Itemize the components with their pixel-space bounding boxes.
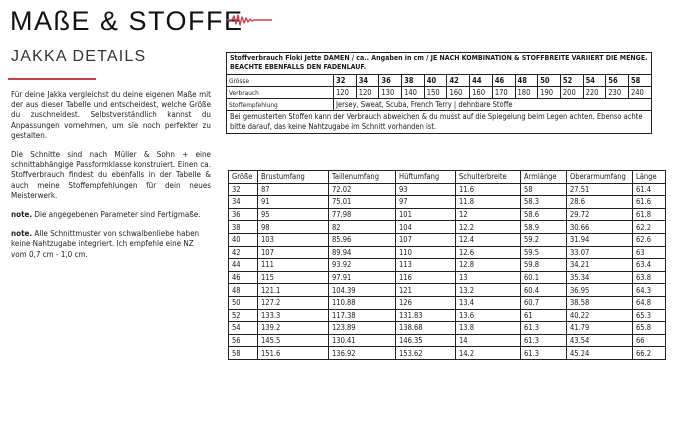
consumption-cell: 170 [492, 87, 515, 99]
table-row [229, 334, 666, 347]
column-header: Oberarmumfang [567, 171, 633, 184]
table-cell: 63.8 [633, 271, 666, 284]
table-cell: 36.95 [567, 284, 633, 297]
table-cell: 101 [396, 208, 456, 221]
consumption-cell: 230 [606, 87, 629, 99]
table-cell: 59.2 [521, 233, 567, 246]
table-cell: 13.8 [456, 322, 521, 335]
table-cell: 115 [258, 271, 329, 284]
table-cell: 58.3 [521, 196, 567, 209]
table-cell: 27.51 [567, 183, 633, 196]
table-cell: 104.39 [329, 284, 396, 297]
size-cell: 42 [447, 75, 470, 87]
table-cell: 103 [258, 233, 329, 246]
table-row [229, 246, 666, 259]
table-cell: 13.6 [456, 309, 521, 322]
table-cell: 32 [229, 183, 258, 196]
table-cell: 12.4 [456, 233, 521, 246]
fabric-recommendation: Jersey, Sweat, Scuba, French Terry | dehnbare Stoffe [334, 99, 652, 111]
table-cell: 40 [229, 233, 258, 246]
table-cell: 138.68 [396, 322, 456, 335]
table-cell: 107 [258, 246, 329, 259]
size-cell: 52 [560, 75, 583, 87]
table-cell: 63 [633, 246, 666, 259]
table-cell: 61.3 [521, 347, 567, 360]
table-cell: 89.94 [329, 246, 396, 259]
table-cell: 130.41 [329, 334, 396, 347]
size-cell: 36 [379, 75, 402, 87]
table-cell: 54 [229, 322, 258, 335]
table-cell: 62.2 [633, 221, 666, 234]
consumption-cell: 240 [628, 87, 651, 99]
table-cell: 62.6 [633, 233, 666, 246]
size-cell: 46 [492, 75, 515, 87]
table-cell: 145.5 [258, 334, 329, 347]
size-cell: 38 [402, 75, 425, 87]
column-header: Hüftumfang [396, 171, 456, 184]
table-cell: 30.66 [567, 221, 633, 234]
table-cell: 64.8 [633, 296, 666, 309]
construction-paragraph: Die Schnitte sind nach Müller & Sohn + eine schnittabhängige Passformklasse konstruiert. Einen ca. Stoffverbrauch findest du ebenfalls in der Tabelle & auch meine Stoffempfehlungen für dein neues Meisterwerk. [11, 150, 211, 200]
table-cell: 33.07 [567, 246, 633, 259]
table-cell: 95 [258, 208, 329, 221]
table-cell: 146.35 [396, 334, 456, 347]
consumption-cell: 120 [334, 87, 357, 99]
table-cell: 59.5 [521, 246, 567, 259]
recommendation-row-label: Stoffempfehlung [227, 99, 334, 111]
table-cell: 131.83 [396, 309, 456, 322]
table-cell: 12.6 [456, 246, 521, 259]
intro-paragraph: Für deine Jakka vergleichst du deine eigenen Maße mit der aus dieser Tabelle und entscheidest, welche Größe du zuschneidest. Selbstverständlich kannst du Anpassungen vornehmen, um sie noch perfekter zu gestalten. [11, 90, 211, 140]
size-cell: 34 [356, 75, 379, 87]
table-header-row [229, 171, 666, 184]
consumption-row-label: Verbrauch [227, 87, 334, 99]
table-cell: 63.4 [633, 259, 666, 272]
column-header: Taillenumfang [329, 171, 396, 184]
note-finished-measurements [11, 210, 211, 220]
column-header: Armlänge [521, 171, 567, 184]
consumption-cell: 180 [515, 87, 538, 99]
table-row [229, 183, 666, 196]
table-cell: 41.79 [567, 322, 633, 335]
fabric-note: Bei gemusterten Stoffen kann der Verbrauch abweichen & du musst auf die Spiegelung beim Legen achten. Ebenso achte bitte darauf, das keine Nahtzugabe im Schnitt vorhanden ist. [227, 111, 652, 134]
table-cell: 34 [229, 196, 258, 209]
table-cell: 36 [229, 208, 258, 221]
table-cell: 50 [229, 296, 258, 309]
table-cell: 151.6 [258, 347, 329, 360]
table-cell: 38 [229, 221, 258, 234]
size-cell: 56 [606, 75, 629, 87]
consumption-cell: 190 [538, 87, 561, 99]
table-cell: 13 [456, 271, 521, 284]
size-cell: 54 [583, 75, 606, 87]
table-row [229, 196, 666, 209]
table-cell: 91 [258, 196, 329, 209]
table-row [229, 259, 666, 272]
table-cell: 60.4 [521, 284, 567, 297]
note-text: Alle Schnittmuster von schwalbenliebe haben keine Nahtzugabe integriert. Ich empfehle eine NZ vom 0,7 cm - 1,0 cm. [11, 229, 200, 259]
table-cell: 136.92 [329, 347, 396, 360]
table-cell: 110 [396, 246, 456, 259]
consumption-cell: 140 [402, 87, 425, 99]
table-row [229, 271, 666, 284]
table-cell: 61.6 [633, 196, 666, 209]
consumption-cell: 150 [424, 87, 447, 99]
page-title: MAßE & STOFFE [10, 6, 244, 36]
table-cell: 97 [396, 196, 456, 209]
table-row [229, 296, 666, 309]
table-cell: 126 [396, 296, 456, 309]
consumption-cell: 200 [560, 87, 583, 99]
table-row [229, 221, 666, 234]
table-cell: 31.94 [567, 233, 633, 246]
table-cell: 13.4 [456, 296, 521, 309]
consumption-cell: 160 [447, 87, 470, 99]
table-cell: 43.54 [567, 334, 633, 347]
table-cell: 110.88 [329, 296, 396, 309]
table-row [229, 309, 666, 322]
table-cell: 85.96 [329, 233, 396, 246]
table-cell: 66 [633, 334, 666, 347]
table-cell: 52 [229, 309, 258, 322]
table-cell: 60.1 [521, 271, 567, 284]
table-cell: 58.9 [521, 221, 567, 234]
table-cell: 97.91 [329, 271, 396, 284]
table-cell: 123.89 [329, 322, 396, 335]
table-cell: 82 [329, 221, 396, 234]
table-cell: 61.3 [521, 322, 567, 335]
table-cell: 116 [396, 271, 456, 284]
column-header: Größe [229, 171, 258, 184]
size-cell: 44 [470, 75, 493, 87]
table-cell: 61.3 [521, 334, 567, 347]
table-cell: 153.62 [396, 347, 456, 360]
table-cell: 46 [229, 271, 258, 284]
table-cell: 34.21 [567, 259, 633, 272]
table-cell: 61 [521, 309, 567, 322]
table-cell: 12.8 [456, 259, 521, 272]
table-cell: 58.6 [521, 208, 567, 221]
table-cell: 42 [229, 246, 258, 259]
table-cell: 40.22 [567, 309, 633, 322]
table-row [229, 284, 666, 297]
size-cell: 32 [334, 75, 357, 87]
column-header: Schulterbreite [456, 171, 521, 184]
table-cell: 14 [456, 334, 521, 347]
table-row [229, 208, 666, 221]
table-cell: 121 [396, 284, 456, 297]
note-seam-allowance [11, 229, 211, 260]
table-cell: 93.92 [329, 259, 396, 272]
table-row [229, 347, 666, 360]
table-cell: 127.2 [258, 296, 329, 309]
sidebar-text [11, 90, 211, 269]
table-cell: 117.38 [329, 309, 396, 322]
table-cell: 35.34 [567, 271, 633, 284]
table-cell: 56 [229, 334, 258, 347]
table-cell: 61.4 [633, 183, 666, 196]
table-cell: 28.6 [567, 196, 633, 209]
consumption-cell: 130 [379, 87, 402, 99]
note-label: note. [11, 210, 33, 220]
table-cell: 59.8 [521, 259, 567, 272]
table-cell: 12 [456, 208, 521, 221]
note-text: Die angegebenen Parameter sind Fertigmaße. [32, 210, 201, 220]
table-cell: 64.3 [633, 284, 666, 297]
table-cell: 11.8 [456, 196, 521, 209]
column-header: Länge [633, 171, 666, 184]
consumption-cell: 160 [470, 87, 493, 99]
table-cell: 133.3 [258, 309, 329, 322]
size-cell: 40 [424, 75, 447, 87]
fabric-table-header: Stoffverbrauch Floki Jette DAMEN / ca.. Angaben in cm / JE NACH KOMBINATION & STOFFBREITE VARIIERT DIE MENGE. BEACHTE EBENFALLS DEN FADENLAUF. [227, 53, 652, 75]
table-cell: 139.2 [258, 322, 329, 335]
table-cell: 66.2 [633, 347, 666, 360]
table-cell: 121.1 [258, 284, 329, 297]
table-cell: 12.2 [456, 221, 521, 234]
table-cell: 13.2 [456, 284, 521, 297]
column-header: Brustumfang [258, 171, 329, 184]
table-cell: 58 [229, 347, 258, 360]
size-cell: 50 [538, 75, 561, 87]
size-cell: 48 [515, 75, 538, 87]
table-cell: 48 [229, 284, 258, 297]
table-cell: 60.7 [521, 296, 567, 309]
table-cell: 77.98 [329, 208, 396, 221]
table-cell: 113 [396, 259, 456, 272]
size-measurement-table [228, 170, 666, 360]
table-cell: 44 [229, 259, 258, 272]
note-label: note. [11, 229, 33, 239]
table-cell: 111 [258, 259, 329, 272]
consumption-cell: 220 [583, 87, 606, 99]
size-row-label: Grösse [227, 75, 334, 87]
size-cell: 58 [628, 75, 651, 87]
table-cell: 104 [396, 221, 456, 234]
table-cell: 72.02 [329, 183, 396, 196]
table-cell: 65.8 [633, 322, 666, 335]
table-row [229, 233, 666, 246]
table-cell: 58 [521, 183, 567, 196]
consumption-cell: 120 [356, 87, 379, 99]
table-cell: 87 [258, 183, 329, 196]
table-cell: 38.58 [567, 296, 633, 309]
table-row [229, 322, 666, 335]
table-cell: 107 [396, 233, 456, 246]
table-cell: 29.72 [567, 208, 633, 221]
page-subtitle: JAKKA DETAILS [11, 48, 147, 65]
fabric-consumption-table [226, 52, 652, 134]
table-cell: 75.01 [329, 196, 396, 209]
table-cell: 14.2 [456, 347, 521, 360]
table-cell: 61.8 [633, 208, 666, 221]
stitch-wave-icon [226, 12, 274, 28]
table-cell: 65.3 [633, 309, 666, 322]
accent-divider [8, 78, 96, 80]
table-cell: 93 [396, 183, 456, 196]
table-cell: 45.24 [567, 347, 633, 360]
table-cell: 11.6 [456, 183, 521, 196]
table-cell: 98 [258, 221, 329, 234]
